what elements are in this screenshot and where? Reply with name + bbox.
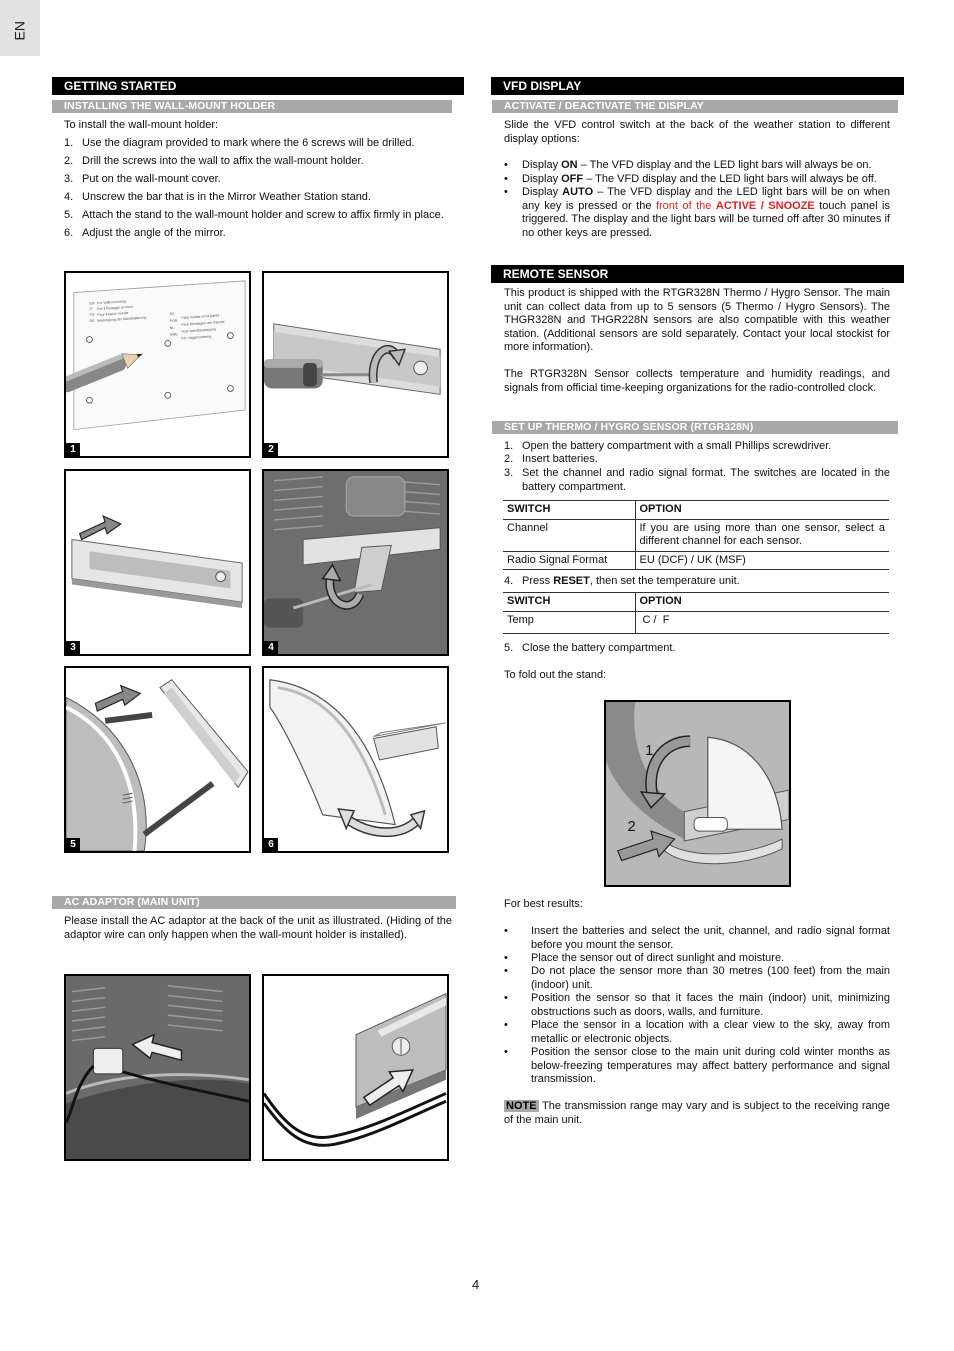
note-paragraph [504, 1100, 890, 1127]
figure-number: 4 [264, 641, 278, 654]
figure-number: 6 [264, 838, 278, 851]
ac-wire-routing-illustration [264, 976, 447, 1159]
wall-mount-subheading: INSTALLING THE WALL-MOUNT HOLDER [52, 100, 452, 113]
figure-2-drill [262, 271, 449, 458]
language-tab [0, 0, 40, 56]
figure-fold-stand [604, 700, 791, 887]
table-cell: If you are using more than one sensor, select a different channel for each sensor. [635, 519, 889, 551]
ac-adaptor-subheading: AC ADAPTOR (MAIN UNIT) [52, 896, 456, 909]
attach-stand-illustration [66, 668, 249, 851]
table-header-cell: OPTION [635, 501, 889, 520]
figure-number: 5 [66, 838, 80, 851]
wall-mount-intro: To install the wall-mount holder: [64, 119, 219, 131]
svg-text:SWE: SWE [169, 332, 178, 337]
table-cell: Radio Signal Format [503, 551, 635, 570]
table-header-row [503, 501, 889, 520]
svg-text:For Wall-mounting: For Wall-mounting [97, 299, 126, 306]
svg-text:EN: EN [89, 301, 95, 306]
language-label: EN [11, 21, 28, 41]
figure-1-template [64, 271, 251, 458]
table-row [503, 519, 889, 551]
ac-plug-illustration [66, 976, 249, 1159]
figure-number: 3 [66, 641, 80, 654]
table-header-cell: OPTION [635, 593, 889, 612]
wall-mount-cover-illustration [66, 471, 249, 654]
figure-number: 2 [264, 443, 278, 456]
svg-text:Para montar en la pared: Para montar en la pared [181, 313, 220, 320]
note-text: The transmission range may vary and is subject to the receiving range of the main unit. [504, 1100, 890, 1126]
ac-adaptor-text: Please install the AC adaptor at the back of the unit as illustrated. (Hiding of the adaptor wire can only happen when the wall-mount holder is installed). [64, 915, 452, 941]
fold-stand-illustration [606, 702, 789, 885]
adjust-mirror-angle-illustration [264, 668, 447, 851]
svg-text:POR: POR [169, 318, 178, 323]
svg-text:ES: ES [169, 312, 175, 317]
switch-option-table [503, 500, 889, 570]
svg-text:Per il fissaggio al muro: Per il fissaggio al muro [97, 304, 133, 312]
svg-text:Pour fixation murale: Pour fixation murale [97, 310, 129, 318]
table-cell: Temp [503, 611, 635, 633]
table-cell: C / F [635, 611, 889, 633]
fold-stand-text: To fold out the stand: [504, 669, 607, 681]
svg-text:NL: NL [169, 325, 175, 330]
table-cell: Channel [503, 519, 635, 551]
svg-text:Voor wandbevestiging: Voor wandbevestiging [181, 327, 216, 334]
vfd-display-heading: VFD DISPLAY [491, 77, 904, 95]
setup-sensor-subheading: SET UP THERMO / HYGRO SENSOR (RTGR328N) [492, 421, 898, 434]
table-header-row [503, 593, 889, 612]
vfd-intro: Slide the VFD control switch at the back of the weather station to different display options: [504, 119, 890, 145]
remote-sensor-paragraph-1: This product is shipped with the RTGR328N Thermo / Hygro Sensor. The main unit can collect data from up to 5 sensors (5 Thermo / Hygro Sensors). The THGR328N and THGR228N sensors are also compatible with this weather station. (Additional sensors are sold separately. Contact your local stockist for more information). [504, 287, 890, 353]
remote-sensor-paragraph-2: The RTGR328N Sensor collects temperature and humidity readings, and signals from official time-keeping organizations for the radio-controlled clock. [504, 368, 890, 394]
figure-ac-adaptor-wire [262, 974, 449, 1161]
figure-number: 1 [66, 443, 80, 456]
getting-started-heading: GETTING STARTED [52, 77, 464, 95]
figure-ac-adaptor-plug [64, 974, 251, 1161]
best-results-heading: For best results: [504, 898, 583, 910]
table-row [503, 551, 889, 570]
page-number: 4 [472, 1277, 480, 1292]
table-header-cell: SWITCH [503, 501, 635, 520]
temp-unit-table [503, 592, 889, 634]
fold-step-2-label: 2 [627, 819, 636, 836]
note-label: NOTE [506, 1100, 537, 1112]
svg-text:IT: IT [89, 307, 93, 312]
remote-sensor-heading: REMOTE SENSOR [491, 265, 904, 283]
svg-text:Para Montagem em Parede: Para Montagem em Parede [181, 319, 225, 327]
activate-display-subheading: ACTIVATE / DEACTIVATE THE DISPLAY [492, 100, 898, 113]
figure-3-cover [64, 469, 251, 656]
figure-6-angle [262, 666, 449, 853]
table-row [503, 611, 889, 633]
unscrew-bar-illustration [264, 471, 447, 654]
wall-template-illustration [66, 273, 249, 456]
svg-text:För Väggmontering: För Väggmontering [181, 334, 212, 341]
fold-step-1-label: 1 [645, 742, 654, 759]
svg-text:DE: DE [89, 318, 95, 323]
svg-text:Befestigung der Wandhalterung: Befestigung der Wandhalterung [97, 315, 147, 323]
figure-4-unscrew [262, 469, 449, 656]
svg-text:FR: FR [89, 313, 95, 318]
table-cell: EU (DCF) / UK (MSF) [635, 551, 889, 570]
drill-screw-illustration [264, 273, 447, 456]
figure-5-attach [64, 666, 251, 853]
table-header-cell: SWITCH [503, 593, 635, 612]
